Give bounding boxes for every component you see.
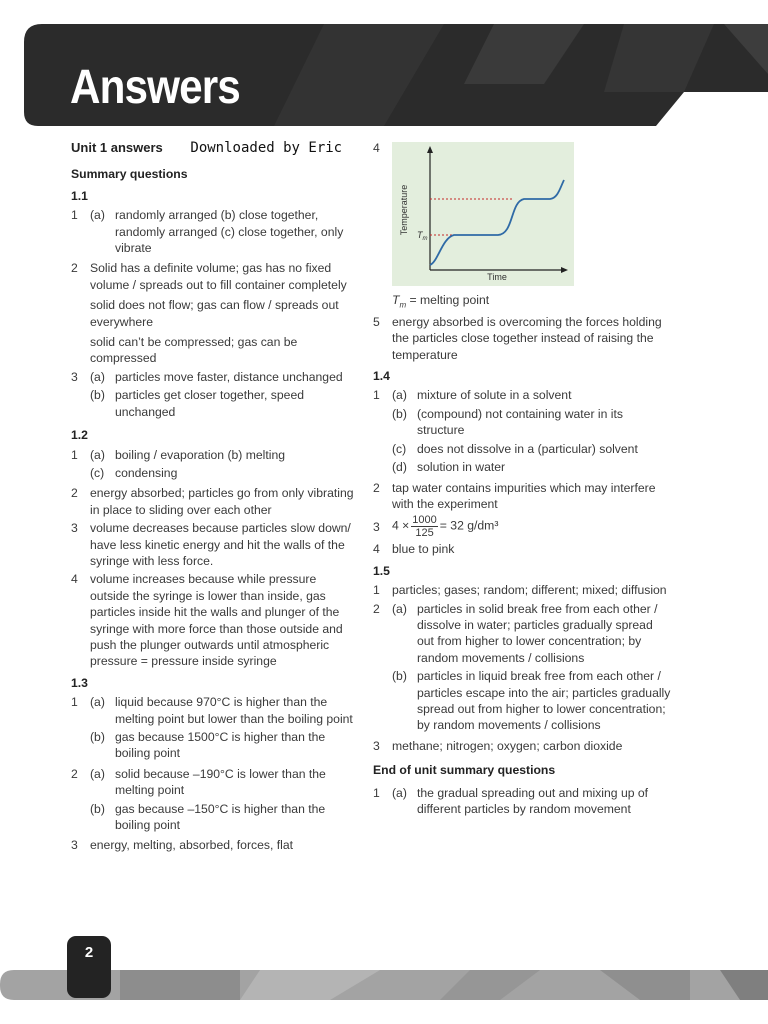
footer-shape bbox=[0, 966, 768, 1000]
fraction: $\frac{1000}{125}$ bbox=[412, 514, 437, 540]
footer-bar bbox=[0, 966, 768, 1000]
question-1-1-1: 1 (a) randomly arranged (b) close together, randomly arranged (c) close together, only vibrate bbox=[71, 208, 344, 256]
question-1-3-3: 3 energy, melting, absorbed, forces, flat bbox=[71, 838, 294, 853]
question-1-4-2: 2 tap water contains impurities which may interfere with the experiment bbox=[373, 480, 656, 511]
section-heading-1-3: 1.3 bbox=[71, 675, 88, 690]
downloaded-by-text: Downloaded by Eric bbox=[190, 140, 343, 156]
question-1-5-1: 1 particles; gases; random; different; mixed; diffusion bbox=[373, 583, 667, 598]
question-number: 4 bbox=[373, 141, 380, 155]
x-axis-label: Time bbox=[487, 272, 507, 282]
heating-curve-line bbox=[430, 180, 564, 265]
y-axis-label: Temperature bbox=[399, 184, 409, 236]
question-4-graph-block bbox=[373, 140, 673, 286]
question-1-5-2: 2 (a) particles in solid break free from each other / dissolve in water; particles gradually spread out from higher to lower concentration; by random movements / collisions (b) particles in liquid break free from each other / particles escape into the air; particles gradually spread out from higher to lower concentration; by random movements / collisions bbox=[373, 601, 671, 733]
melting-point-caption: $T_m$ = melting point bbox=[392, 293, 490, 310]
heating-curve-svg bbox=[392, 142, 574, 286]
heating-curve-graph bbox=[392, 142, 574, 286]
question-1-1-3: 3 (a) particles move faster, distance unchanged (b) particles get closer together, speed unchanged bbox=[71, 369, 343, 419]
end-of-unit-heading: End of unit summary questions bbox=[373, 763, 556, 778]
x-axis-arrow-icon bbox=[561, 267, 568, 273]
question-1-3-2: 2 (a) solid because –190°C is lower than the melting point (b) gas because –150°C is higher than the boiling point bbox=[71, 766, 326, 833]
y-axis-arrow-icon bbox=[427, 146, 433, 153]
question-5: 5 energy absorbed is overcoming the forces holding the particles close together instead of raising the temperature bbox=[373, 314, 662, 362]
question-1-4-1: 1 (a) mixture of solute in a solvent (b) (compound) not containing water in its structure (c) does not dissolve in a (particular) solvent (d) solution in water bbox=[373, 388, 638, 475]
question-1-4-4: 4 blue to pink bbox=[373, 542, 455, 557]
page-number: 2 bbox=[67, 936, 111, 998]
question-1-2-2: 2 energy absorbed; particles go from only vibrating in place to sliding over each other bbox=[71, 486, 354, 517]
tm-axis-label: $T_m$ bbox=[417, 230, 428, 242]
section-heading-1-5: 1.5 bbox=[373, 563, 390, 578]
question-1-2-3: 3 volume decreases because particles slow down/ have less kinetic energy and hit the walls of the syringe with less force. bbox=[71, 521, 351, 568]
question-1-3-1: 1 (a) liquid because 970°C is higher than the melting point but lower than the boiling point (b) gas because 1500°C is higher than the boiling point bbox=[71, 695, 353, 761]
section-heading-1-4: 1.4 bbox=[373, 369, 390, 384]
unit-title: Unit 1 answers bbox=[71, 140, 163, 155]
right-column bbox=[373, 140, 673, 821]
question-1-1-2: 2 Solid has a definite volume; gas has no fixed volume / spreads out to fill container completely solid does not flow; gas can flow / spreads out everywhere solid can’t be compressed; gas can be compressed bbox=[71, 261, 347, 366]
end-question-1: 1 (a) the gradual spreading out and mixing up of different particles by random movement bbox=[373, 785, 649, 816]
section-heading-1-2: 1.2 bbox=[71, 428, 88, 443]
question-1-5-3: 3 methane; nitrogen; oxygen; carbon dioxide bbox=[373, 738, 623, 753]
section-heading-1-1: 1.1 bbox=[71, 188, 88, 203]
question-1-2-4: 4 volume increases because while pressure outside the syringe is lower than inside, gas particles inside hit the walls and plunger of the syringe with more force than those outside and push the plunger outwards until atmospheric pressure = pressure inside syringe bbox=[71, 572, 343, 669]
summary-heading: Summary questions bbox=[71, 167, 188, 182]
page-title: Answers bbox=[70, 61, 240, 114]
left-column bbox=[71, 140, 357, 856]
question-1-2-1: 1 (a) boiling / evaporation (b) melting (c) condensing bbox=[71, 447, 286, 480]
question-1-4-3: 3 4 × $\frac{1000}{125}$ = 32 g/dm³ bbox=[373, 514, 499, 540]
